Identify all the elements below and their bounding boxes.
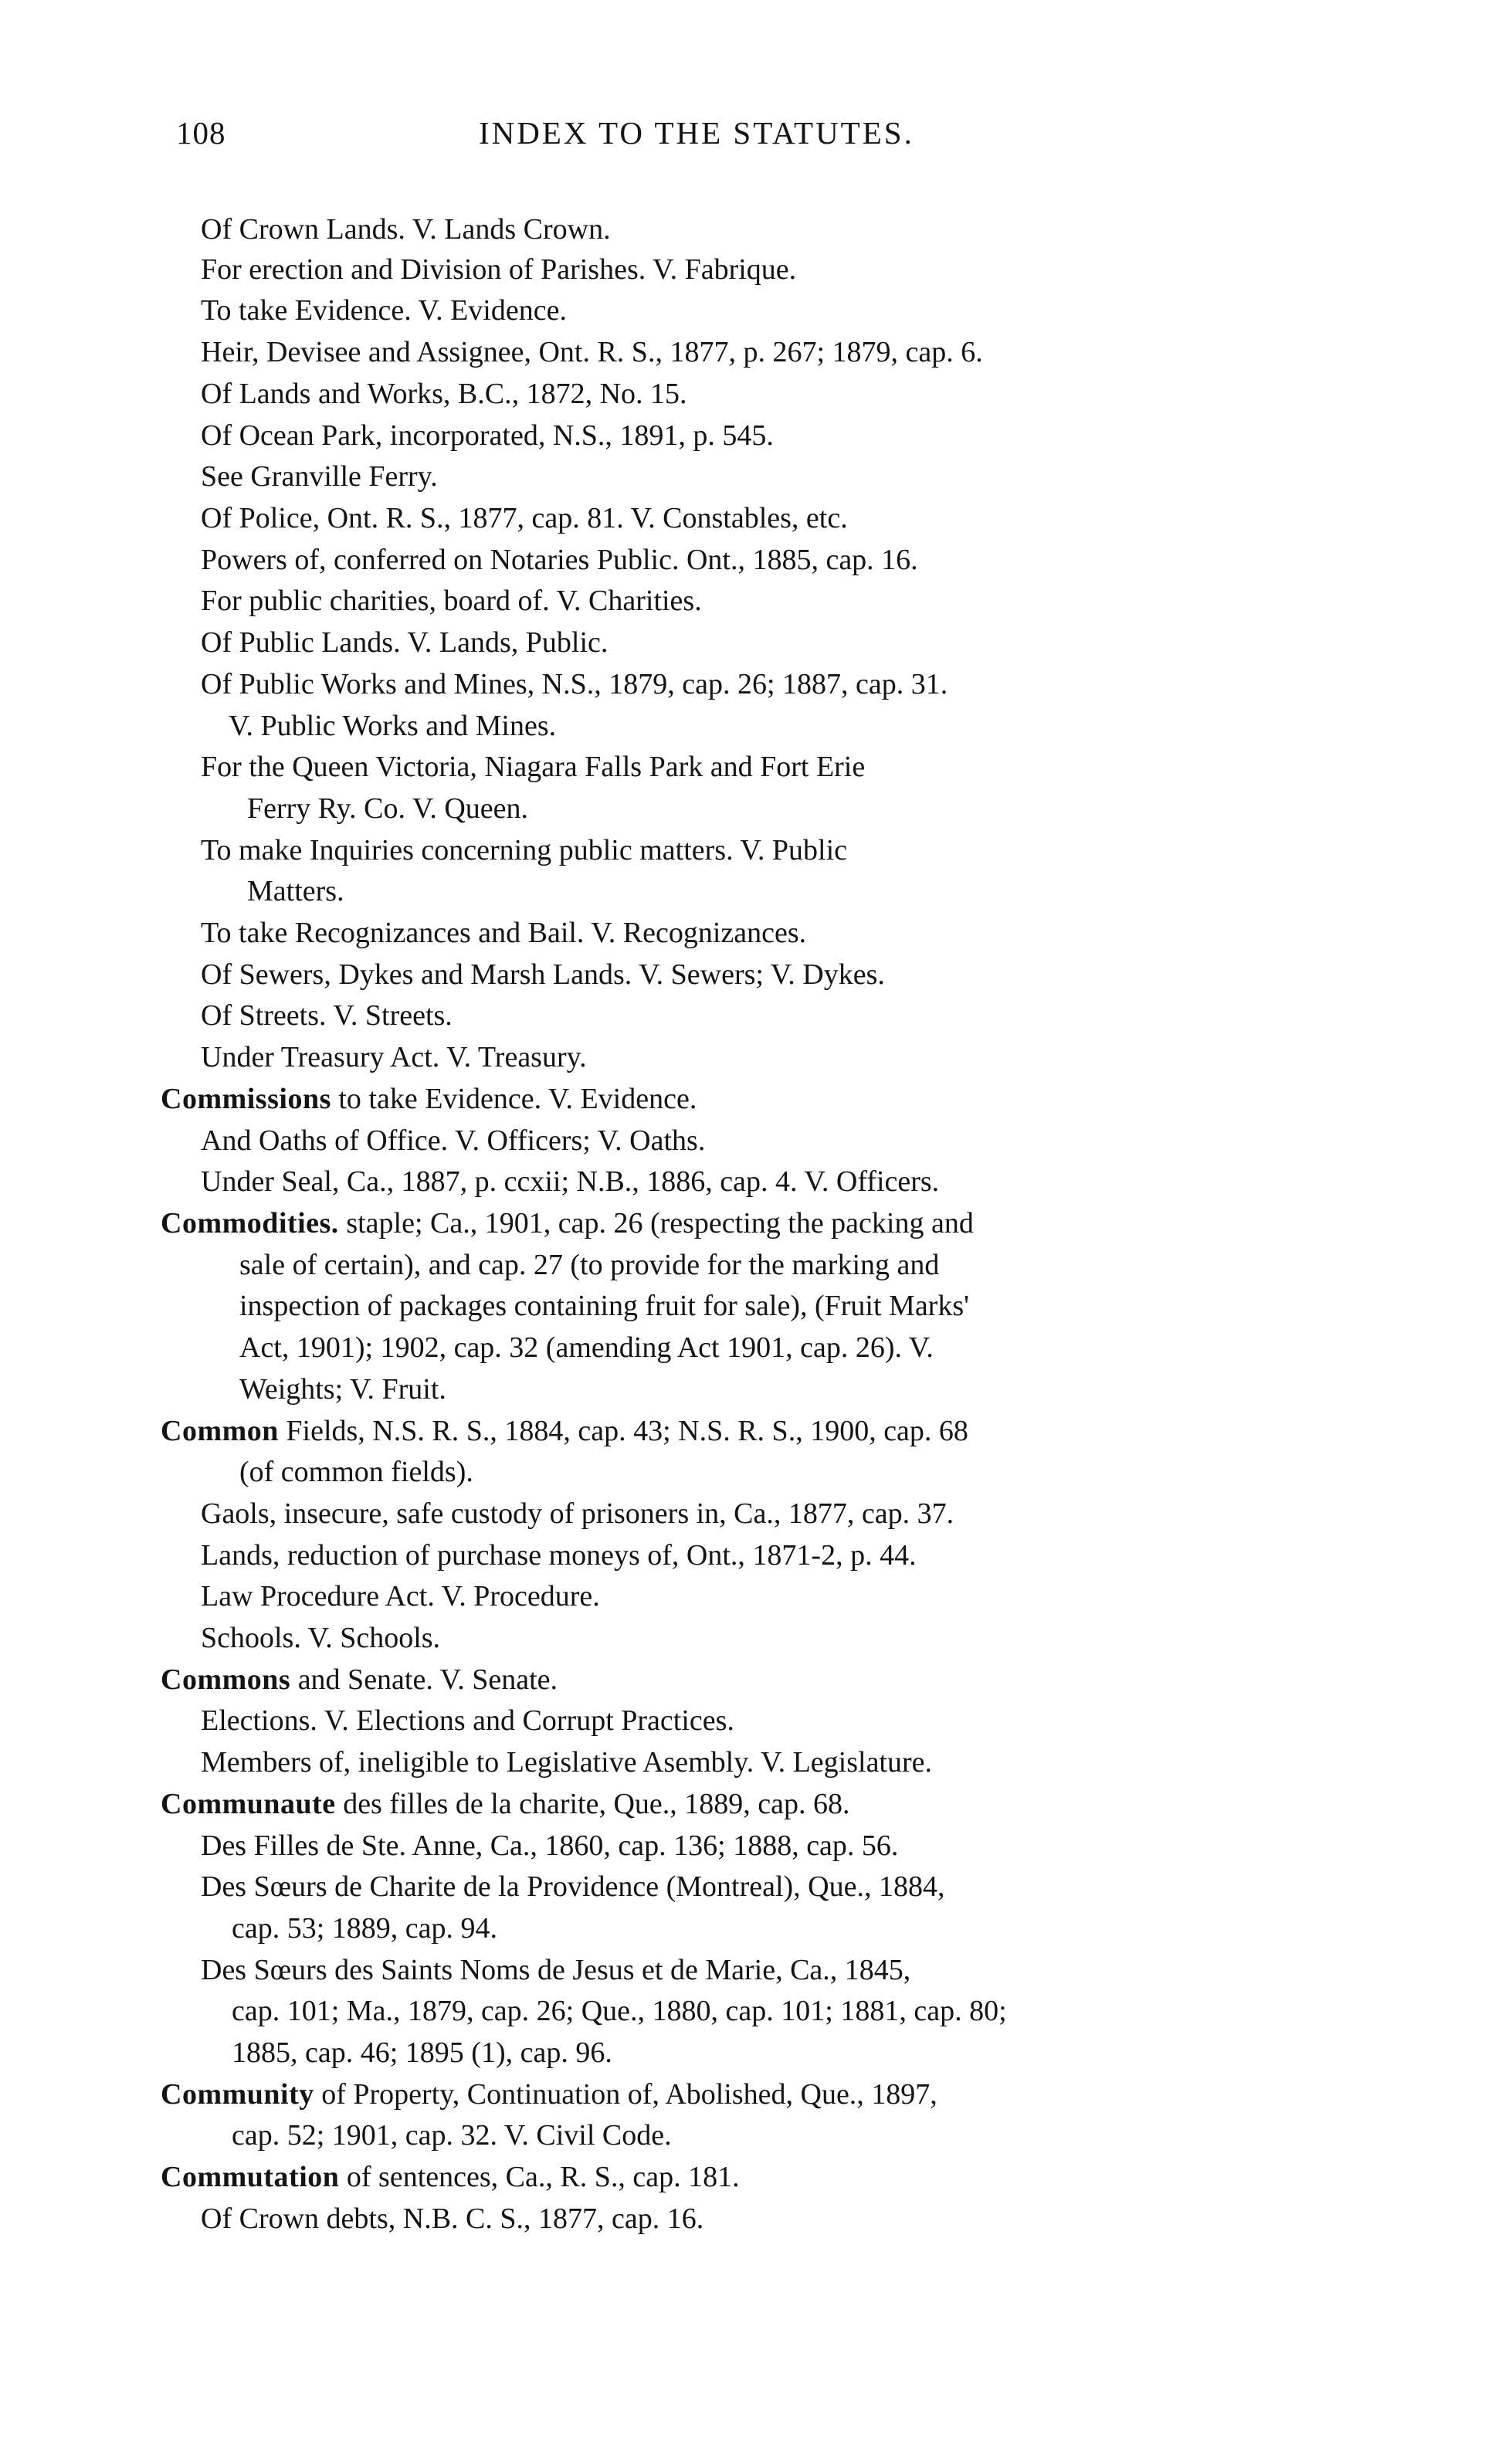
index-entry-line: [0, 1328, 1512, 1368]
index-entry-text: [201, 1950, 910, 1991]
index-entry-body: Of Lands and Works, B.C., 1872, No. 15.: [201, 378, 687, 410]
index-entry-text: [201, 415, 774, 456]
index-entry-body: To take Evidence. V. Evidence.: [201, 294, 567, 327]
index-entry-line: [0, 2115, 1512, 2156]
index-entry-line: [0, 1535, 1512, 1576]
index-entry-text: [239, 1245, 939, 1286]
index-entry-text: [232, 1908, 497, 1949]
index-entry-text: [161, 1660, 558, 1701]
index-entry-line: [0, 1411, 1512, 1452]
index-entry-body: For erection and Division of Parishes. V. Fabrique.: [201, 253, 797, 286]
index-entry-text: [201, 1701, 734, 1741]
index-entry-text: [201, 1121, 705, 1161]
index-entry-text: [201, 1867, 944, 1908]
index-entry-body: Des Sœurs des Saints Noms de Jesus et de Marie, Ca., 1845,: [201, 1954, 911, 1986]
index-entry-body: Fields, N.S. R. S., 1884, cap. 43; N.S. R. S., 1900, cap. 68: [278, 1415, 968, 1447]
index-entry-body: of Property, Continuation of, Abolished, Que., 1897,: [314, 2078, 937, 2111]
index-entry-text: [201, 498, 848, 539]
index-entry-line: [0, 622, 1512, 663]
index-entry-body: To take Recognizances and Bail. V. Recognizances.: [201, 917, 807, 949]
index-entry-text: [201, 249, 796, 290]
index-entry-text: [161, 1411, 968, 1452]
index-entry-body: To make Inquiries concerning public matters. V. Public: [201, 834, 848, 866]
index-entry-text: [201, 1161, 939, 1202]
index-entry-line: [0, 747, 1512, 788]
index-heading-keyword: Commodities.: [161, 1207, 339, 1239]
index-entry-line: [0, 1742, 1512, 1783]
index-entry-text: [239, 1452, 473, 1493]
index-entry-body: Of Public Works and Mines, N.S., 1879, cap. 26; 1887, cap. 31.: [201, 668, 948, 700]
index-entry-line: [0, 1660, 1512, 1701]
index-entry-body: Act, 1901); 1902, cap. 32 (amending Act 1901, cap. 26). V.: [239, 1331, 934, 1364]
index-entry-line: [0, 1286, 1512, 1327]
index-entry-body: Schools. V. Schools.: [201, 1622, 441, 1654]
index-entry-body: Of Public Lands. V. Lands, Public.: [201, 626, 609, 659]
index-entry-text: [201, 209, 611, 250]
index-entry-body: sale of certain), and cap. 27 (to provide for the marking and: [239, 1249, 940, 1281]
index-entry-line: [0, 1245, 1512, 1286]
index-entry-text: [239, 1369, 446, 1410]
index-entry-line: [0, 955, 1512, 995]
index-entry-body: Powers of, conferred on Notaries Public. Ont., 1885, cap. 16.: [201, 544, 918, 576]
index-entry-body: Of Ocean Park, incorporated, N.S., 1891, p. 545.: [201, 419, 774, 452]
index-entry-body: Under Treasury Act. V. Treasury.: [201, 1041, 587, 1073]
index-entry-text: [161, 1079, 697, 1120]
index-entry-line: [0, 540, 1512, 581]
index-entry-line: [0, 1950, 1512, 1991]
index-entry-line: [0, 1576, 1512, 1617]
index-heading-keyword: Commutation: [161, 2161, 340, 2193]
index-entry-text: [239, 1328, 934, 1368]
index-entry-text: [201, 290, 567, 331]
index-entry-line: [0, 209, 1512, 250]
index-entry-line: [0, 706, 1512, 747]
index-entry-line: [0, 871, 1512, 912]
index-entry-text: [201, 913, 806, 954]
index-entry-line: [0, 290, 1512, 331]
index-entry-line: [0, 1452, 1512, 1493]
index-entry-line: [0, 1161, 1512, 1202]
index-entry-line: [0, 2157, 1512, 2198]
index-entry-body: For public charities, board of. V. Charities.: [201, 585, 702, 617]
index-entry-text: [201, 664, 948, 705]
index-entry-line: [0, 788, 1512, 829]
index-entry-line: [0, 1867, 1512, 1908]
index-entry-body: Gaols, insecure, safe custody of prisoners in, Ca., 1877, cap. 37.: [201, 1497, 954, 1530]
index-entry-text: [201, 955, 885, 995]
index-entry-line: [0, 913, 1512, 954]
index-entry-line: [0, 1991, 1512, 2032]
index-entry-line: [0, 664, 1512, 705]
running-title: INDEX TO THE STATUTES.: [479, 115, 914, 151]
index-entry-line: [0, 1701, 1512, 1741]
index-entry-text: [161, 1203, 974, 1244]
index-entry-body: Of Crown Lands. V. Lands Crown.: [201, 213, 611, 246]
index-entry-line: [0, 1908, 1512, 1949]
index-entry-line: [0, 1121, 1512, 1161]
index-entry-text: [239, 1286, 969, 1327]
index-entry-body: Of Sewers, Dykes and Marsh Lands. V. Sewers; V. Dykes.: [201, 958, 885, 991]
index-entry-line: [0, 1203, 1512, 1244]
index-entry-line: [0, 1369, 1512, 1410]
index-entry-text: [201, 830, 847, 871]
index-entry-body: 1885, cap. 46; 1895 (1), cap. 96.: [232, 2036, 612, 2069]
index-entry-body: of sentences, Ca., R. S., cap. 181.: [339, 2161, 740, 2193]
index-entry-body: des filles de la charite, Que., 1889, cap. 68.: [335, 1788, 850, 1820]
index-entry-body: Of Crown debts, N.B. C. S., 1877, cap. 16.: [201, 2203, 704, 2235]
index-entry-text: [229, 706, 556, 747]
index-entry-text: [232, 2033, 612, 2074]
index-entry-body: Matters.: [247, 875, 344, 907]
index-entry-line: [0, 249, 1512, 290]
index-entry-line: [0, 2074, 1512, 2115]
index-entry-body: staple; Ca., 1901, cap. 26 (respecting the packing and: [338, 1207, 974, 1239]
index-entry-body: Ferry Ry. Co. V. Queen.: [247, 792, 529, 825]
index-entry-line: [0, 1079, 1512, 1120]
index-entry-body: Des Filles de Ste. Anne, Ca., 1860, cap. 136; 1888, cap. 56.: [201, 1830, 899, 1862]
page-number: 108: [176, 115, 226, 151]
index-entry-body: And Oaths of Office. V. Officers; V. Oaths.: [201, 1124, 706, 1157]
index-entry-text: [161, 2074, 937, 2115]
index-entry-text: [201, 1826, 898, 1867]
index-entry-body: to take Evidence. V. Evidence.: [331, 1083, 697, 1115]
index-entry-line: [0, 1494, 1512, 1534]
index-entry-text: [201, 332, 983, 373]
index-entry-line: [0, 1826, 1512, 1867]
index-entry-text: [201, 540, 918, 581]
index-entry-line: [0, 456, 1512, 497]
index-entry-line: [0, 581, 1512, 622]
index-entry-body: Members of, ineligible to Legislative Asembly. V. Legislature.: [201, 1746, 933, 1779]
index-entry-body: For the Queen Victoria, Niagara Falls Park and Fort Erie: [201, 751, 866, 783]
index-entry-text: [201, 2199, 703, 2240]
index-entry-line: [0, 1037, 1512, 1078]
index-entry-line: [0, 1784, 1512, 1825]
index-entry-text: [201, 995, 453, 1036]
index-entry-line: [0, 2033, 1512, 2074]
index-entry-body: cap. 101; Ma., 1879, cap. 26; Que., 1880, cap. 101; 1881, cap. 80;: [232, 1995, 1007, 2027]
index-entry-text: [201, 622, 608, 663]
index-entry-text: [201, 456, 438, 497]
index-entry-line: [0, 374, 1512, 415]
index-entry-body: Under Seal, Ca., 1887, p. ccxii; N.B., 1886, cap. 4. V. Officers.: [201, 1165, 940, 1198]
index-entry-line: [0, 2199, 1512, 2240]
index-entry-text: [201, 1576, 600, 1617]
index-entry-body: and Senate. V. Senate.: [290, 1663, 558, 1696]
index-entry-body: Elections. V. Elections and Corrupt Practices.: [201, 1704, 734, 1737]
index-entry-line: [0, 415, 1512, 456]
index-entry-text: [247, 788, 528, 829]
index-entry-body: Lands, reduction of purchase moneys of, Ont., 1871-2, p. 44.: [201, 1539, 917, 1572]
index-entry-text: [201, 1494, 954, 1534]
index-entry-text: [232, 2115, 672, 2156]
index-entry-body: Des Sœurs de Charite de la Providence (Montreal), Que., 1884,: [201, 1870, 945, 1903]
index-entry-text: [201, 374, 687, 415]
index-entry-text: [232, 1991, 1007, 2032]
index-heading-keyword: Common: [161, 1415, 279, 1447]
index-entry-body: Of Police, Ont. R. S., 1877, cap. 81. V. Constables, etc.: [201, 502, 848, 534]
index-entry-line: [0, 995, 1512, 1036]
index-entry-text: [201, 747, 865, 788]
index-entry-line: [0, 1618, 1512, 1659]
index-entry-text: [161, 1784, 850, 1825]
index-entry-line: [0, 498, 1512, 539]
index-heading-keyword: Commissions: [161, 1083, 331, 1115]
index-entry-text: [201, 581, 702, 622]
index-entry-body: Of Streets. V. Streets.: [201, 999, 453, 1032]
index-entry-text: [201, 1742, 932, 1783]
index-entry-text: [247, 871, 344, 912]
index-heading-keyword: Communaute: [161, 1788, 336, 1820]
index-heading-keyword: Commons: [161, 1663, 291, 1696]
index-heading-keyword: Community: [161, 2078, 314, 2111]
index-entry-body: Law Procedure Act. V. Procedure.: [201, 1580, 600, 1612]
index-entry-body: inspection of packages containing fruit for sale), (Fruit Marks': [239, 1290, 969, 1322]
index-entry-text: [201, 1037, 587, 1078]
index-entry-text: [201, 1618, 440, 1659]
index-entry-text: [201, 1535, 917, 1576]
index-entry-body: V. Public Works and Mines.: [229, 710, 557, 742]
index-entry-line: [0, 830, 1512, 871]
index-entry-body: See Granville Ferry.: [201, 460, 438, 493]
index-entry-body: (of common fields).: [239, 1456, 473, 1488]
index-entry-body: cap. 53; 1889, cap. 94.: [232, 1912, 498, 1945]
index-entry-body: Weights; V. Fruit.: [239, 1373, 446, 1406]
index-entry-line: [0, 332, 1512, 373]
index-entry-text: [161, 2157, 740, 2198]
index-entry-body: Heir, Devisee and Assignee, Ont. R. S., 1877, p. 267; 1879, cap. 6.: [201, 336, 983, 368]
index-entry-body: cap. 52; 1901, cap. 32. V. Civil Code.: [232, 2119, 672, 2152]
